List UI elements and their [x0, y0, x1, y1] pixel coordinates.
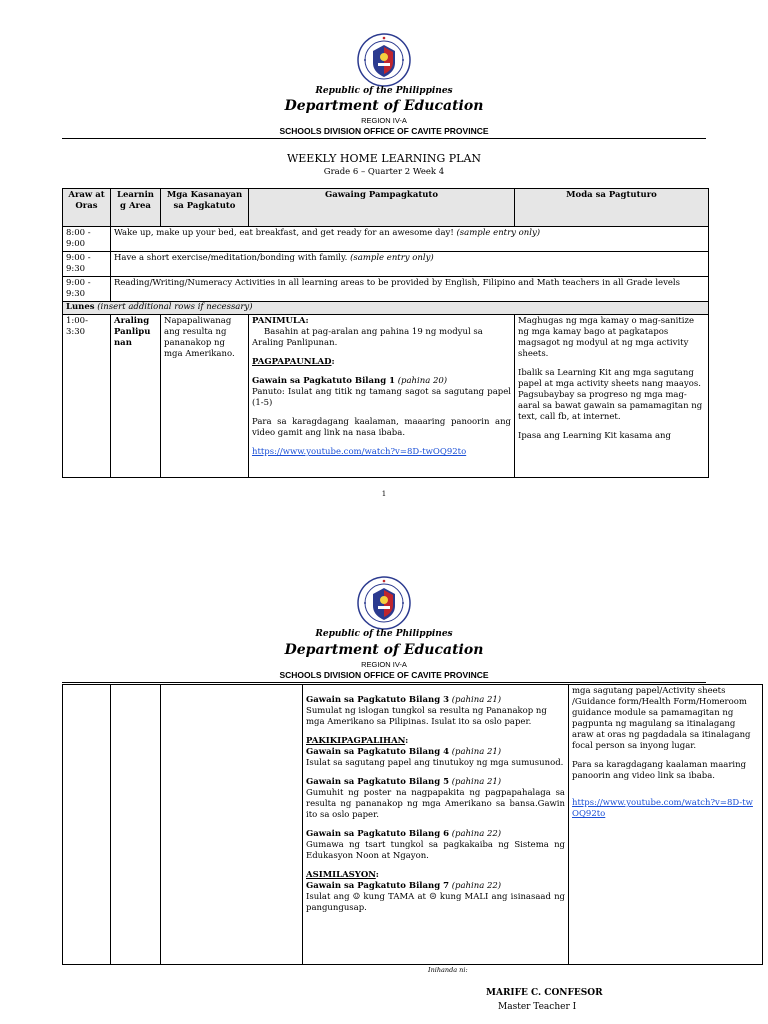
page-separator [0, 505, 768, 530]
activity-5-text: Gumuhit ng poster na nagpapakita ng pagpapahalaga sa resulta ng pananakop ng mga Amerikano sa bansa.Gawin ito sa oslo paper. [306, 788, 565, 820]
intro-text: Basahin at pag-aralan ang pahina 19 ng modyul sa Araling Panlipunan. [252, 327, 483, 348]
table-header-row [63, 189, 709, 227]
activity-title: Gawain sa Pagkatuto Bilang 1 [252, 376, 396, 386]
moda-paragraph: Ibalik sa Learning Kit ang mga sagutang papel at mga activity sheets nang maayos. [518, 368, 701, 389]
pagpapaunlad-heading: PAGPAPAUNLAD: [252, 357, 335, 367]
table-row [63, 227, 709, 252]
activity-3-text: Sumulat ng islogan tungkol sa resulta ng Pananakop ng mga Amerikano sa Pilipinas. Isulat ito sa oslo paper. [306, 706, 547, 727]
department-heading: Department of Education [284, 98, 484, 114]
competency-cell [161, 685, 303, 965]
header-rule [62, 138, 706, 139]
activity-page: (pahina 21) [451, 777, 502, 787]
activity-5-heading [306, 777, 565, 788]
activity-6-heading [306, 829, 565, 840]
page-number: 1 [381, 490, 387, 498]
table-row [63, 685, 763, 965]
activity-7-heading [306, 881, 565, 892]
plan-title: WEEKLY HOME LEARNING PLAN [286, 152, 482, 165]
activity-page: (pahina 21) [451, 747, 502, 757]
row-text: Wake up, make up your bed, eat breakfast, and get ready for an awesome day! [114, 228, 457, 238]
moda-paragraph: Pagsubaybay sa progreso ng mga mag-aaral sa bawat gawain sa pamamagitan ng text, call fb, at internet. [518, 390, 703, 422]
activity-1-text: Panuto: Isulat ang titik ng tamang sagot sa sagutang papel (1-5) [252, 387, 511, 408]
activity-cell: Reading/Writing/Numeracy Activities in all learning areas to be provided by English, Filipino and Math teachers in all Grade levels [111, 277, 709, 302]
day-row [63, 302, 709, 315]
activity-page: (pahina 22) [451, 829, 502, 839]
activity-6-text: Gumawa ng tsart tungkol sa pagkakaiba ng Sistema ng Edukasyon Noon at Ngayon. [306, 840, 565, 861]
day-cell [63, 302, 709, 315]
moda-paragraph: mga sagutang papel/Activity sheets /Guidance form/Health Form/Homeroom guidance module sa pamamagitan ng pagpunta ng magulang sa itinalagang araw at oras ng pagdadala sa itinalagang focal person sa inyong lugar. [572, 686, 751, 751]
time-cell: 9:00 - 9:30 [63, 252, 111, 277]
asimilasyon-label: ASIMILASYON [306, 870, 376, 880]
weekly-plan-table [62, 188, 709, 478]
republic-heading: Republic of the Philippines [315, 629, 453, 639]
header-rule [62, 682, 706, 683]
time-cell [63, 685, 111, 965]
time-cell: 1:00- 3:30 [63, 315, 111, 478]
activity-7-text: Isulat ang ☺ kung TAMA at ☹ kung MALI ang isinasaad ng pangungusap. [306, 892, 565, 913]
asimilasyon-heading: ASIMILASYON: [306, 870, 379, 880]
time-cell: 9:00 - 9:30 [63, 277, 111, 302]
activity-3-heading [306, 695, 565, 706]
deped-seal-icon [357, 33, 411, 87]
column-header: Gawaing Pampagkatuto [249, 189, 515, 227]
table-row [63, 252, 709, 277]
activity-title: Gawain sa Pagkatuto Bilang 6 [306, 829, 450, 839]
day-note: (insert additional rows if necessary) [94, 302, 253, 312]
competency-cell: Napapaliwanag ang resulta ng pananakop ng mga Amerikano. [161, 315, 249, 478]
activity-page: (pahina 20) [397, 376, 448, 386]
document-page-1 [0, 0, 768, 505]
moda-paragraph: Maghugas ng mga kamay o mag-sanitize ng mga kamay bago at pagkatapos magsagot ng modyul at ng mga activity sheets. [518, 316, 694, 359]
activity-1-heading [252, 376, 511, 387]
pakikipagpalihan-heading: PAKIKIPAGPALIHAN: [306, 736, 409, 746]
department-heading: Department of Education [284, 642, 484, 658]
pakikipagpalihan-label: PAKIKIPAGPALIHAN [306, 736, 406, 746]
weekly-plan-table-continued [62, 684, 763, 965]
row-note: (sample entry only) [350, 253, 434, 263]
table-row [63, 315, 709, 478]
column-header: Araw at Oras [63, 189, 111, 227]
activity-title: Gawain sa Pagkatuto Bilang 3 [306, 695, 450, 705]
moda-cell [515, 315, 709, 478]
activity-title: Gawain sa Pagkatuto Bilang 7 [306, 881, 450, 891]
activity-title: Gawain sa Pagkatuto Bilang 5 [306, 777, 450, 787]
row-text: Have a short exercise/meditation/bonding with family. [114, 253, 351, 263]
column-header: Mga Kasanayan sa Pagkatuto [161, 189, 249, 227]
learning-area-cell: Araling Panlipu nan [111, 315, 161, 478]
signatory-name: MARIFE C. CONFESOR [486, 988, 603, 998]
column-header: Learnin g Area [111, 189, 161, 227]
region-heading: REGION IV-A [361, 116, 407, 125]
activity-page: (pahina 22) [451, 881, 502, 891]
moda-paragraph: Ipasa ang Learning Kit kasama ang [518, 431, 671, 441]
activity-4-text: Isulat sa sagutang papel ang tinutukoy ng mga sumusunod. [306, 758, 564, 768]
time-cell: 8:00 - 9:00 [63, 227, 111, 252]
prepared-by-label: Inihanda ni: [428, 966, 468, 974]
document-page-2 [0, 530, 768, 1024]
activity-page: (pahina 21) [451, 695, 502, 705]
activity-4-heading [306, 747, 565, 758]
activity-cell [111, 227, 709, 252]
republic-heading: Republic of the Philippines [315, 86, 453, 96]
video-link[interactable]: https://www.youtube.com/watch?v=8D-twOQ92to [252, 447, 467, 457]
extra-info-text: Para sa karagdagang kaalaman, maaaring panoorin ang video gamit ang link na nasa ibaba. [252, 417, 511, 438]
learning-area-cell [111, 685, 161, 965]
division-heading: SCHOOLS DIVISION OFFICE OF CAVITE PROVINCE [279, 126, 489, 136]
activities-cell [303, 685, 569, 965]
activity-cell [111, 252, 709, 277]
activities-cell [249, 315, 515, 478]
grade-quarter-line: Grade 6 – Quarter 2 Week 4 [323, 167, 445, 177]
column-header: Moda sa Pagtuturo [515, 189, 709, 227]
day-label: Lunes [66, 302, 95, 312]
activity-title: Gawain sa Pagkatuto Bilang 4 [306, 747, 450, 757]
region-heading: REGION IV-A [361, 660, 407, 669]
pagpapaunlad-label: PAGPAPAUNLAD [252, 357, 332, 367]
panimula-heading: PANIMULA: [252, 316, 309, 326]
deped-seal-icon [357, 576, 411, 630]
moda-cell [569, 685, 763, 965]
row-note: (sample entry only) [456, 228, 541, 238]
moda-paragraph: Para sa karagdagang kaalaman maaring panoorin ang video link sa ibaba. [572, 760, 747, 781]
table-row [63, 277, 709, 302]
video-link[interactable]: https://www.youtube.com/watch?v=8D-twOQ92to [572, 798, 753, 819]
signatory-position: Master Teacher I [498, 1002, 577, 1012]
division-heading: SCHOOLS DIVISION OFFICE OF CAVITE PROVINCE [279, 670, 489, 680]
